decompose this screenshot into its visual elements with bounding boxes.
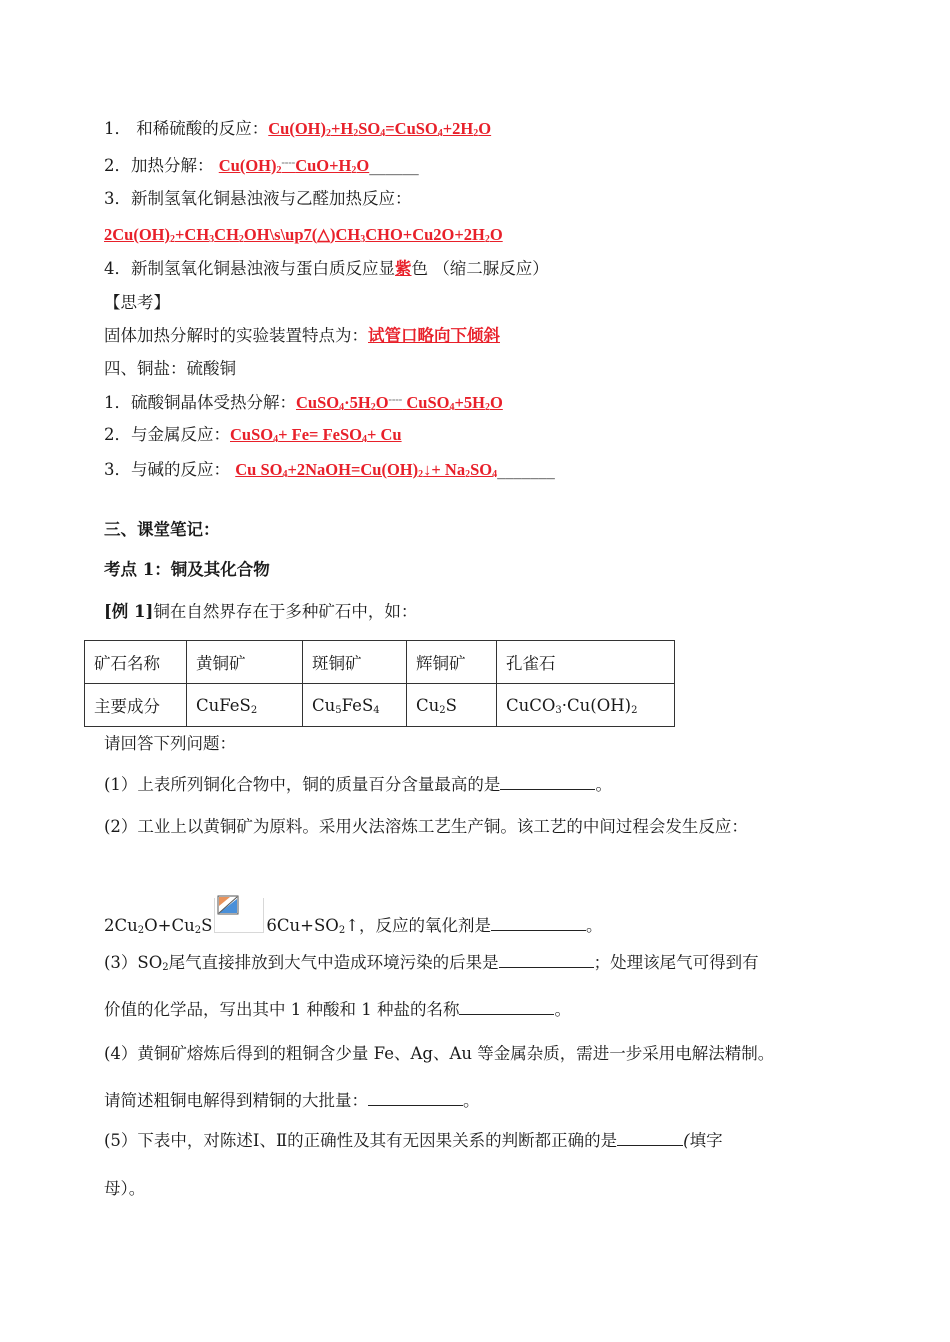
broken-image-icon bbox=[214, 898, 264, 933]
ore-table bbox=[84, 640, 675, 727]
answer-blank: _______ bbox=[497, 460, 555, 479]
answer-blank bbox=[491, 916, 586, 931]
heat-condition-mark: ==== bbox=[388, 398, 403, 404]
reaction-line-4 bbox=[104, 258, 549, 280]
reaction-line-3 bbox=[104, 188, 412, 210]
equation-answer: CuSO$_4$+ Fe= FeSO$_4$+ Cu bbox=[230, 425, 402, 445]
table-header-cell: 孔雀石 bbox=[497, 641, 675, 684]
table-header-cell: 辉铜矿 bbox=[407, 641, 497, 684]
answer-blank bbox=[500, 775, 595, 790]
question-1: (1）上表所列铜化合物中，铜的质量百分含量最高的是 。 bbox=[104, 775, 612, 794]
item-text: 和稀硫酸的反应： bbox=[131, 119, 269, 138]
salt-line-3 bbox=[104, 459, 555, 481]
table-row bbox=[85, 641, 675, 684]
table-row bbox=[85, 684, 675, 727]
question-4-line-2: 请简述粗铜电解得到精铜的大批量： 。 bbox=[104, 1091, 480, 1110]
table-header-cell: 斑铜矿 bbox=[303, 641, 407, 684]
example-intro bbox=[104, 601, 417, 623]
instruction-text: 请回答下列问题： bbox=[104, 734, 236, 753]
reaction-line-3-equation bbox=[104, 224, 503, 246]
item-number: 2． bbox=[104, 156, 131, 175]
table-cell-formula: $Cu_2S$ bbox=[407, 684, 497, 727]
answer-blank bbox=[459, 1000, 554, 1015]
equation-answer: $Cu(OH)_2^{====}CuO+H_2O$ bbox=[218, 156, 370, 176]
example-text: 铜在自然界存在于多种矿石中，如： bbox=[153, 602, 418, 621]
question-2: (2）工业上以黄铜矿为原料。采用火法溶炼工艺生产铜。该工艺的中间过程会发生反应： bbox=[104, 817, 748, 836]
item-number: 4． bbox=[104, 259, 131, 278]
table-cell-formula: CuFeS$_2$ bbox=[187, 684, 303, 727]
question-3-line-2: 价值的化学品，写出其中 1 种酸和 1 种盐的名称 。 bbox=[104, 1000, 571, 1019]
think-heading: 【思考】 bbox=[104, 293, 170, 312]
salt-line-1 bbox=[104, 390, 503, 414]
item-text: 与金属反应： bbox=[131, 425, 230, 444]
equation-answer: $Cu(OH)_2+H_2SO_4=CuSO_4+2H_2O$ bbox=[268, 119, 492, 139]
color-answer: 紫 bbox=[395, 259, 412, 278]
table-cell-formula: $CuCO_3\cdot Cu(OH)_2$ bbox=[497, 684, 675, 727]
item-text: 硫酸铜晶体受热分解： bbox=[131, 393, 296, 412]
item-text: 加热分解： bbox=[131, 156, 214, 175]
answer-blank bbox=[617, 1131, 683, 1146]
equation-answer: $2Cu(OH)_2+CH_3CH_2OH\backslash s\backslash up7(\triangle)CH_3CHO+Cu2O+2H_2O$ bbox=[104, 225, 503, 245]
question-4: (4）黄铜矿熔炼后得到的粗铜含少量 Fe、Ag、Au 等金属杂质，需进一步采用电解法精制。 bbox=[104, 1044, 775, 1063]
item-number: 1． bbox=[104, 119, 131, 138]
item-number: 2． bbox=[104, 425, 131, 444]
equation-answer: Cu $SO_4+2NaOH=Cu(OH)_2↓+ Na_2SO_4$ bbox=[235, 460, 498, 480]
question-5-line-2: 母）。 bbox=[104, 1179, 146, 1198]
table-header-cell: 黄铜矿 bbox=[187, 641, 303, 684]
item-text: 与碱的反应： bbox=[131, 460, 230, 479]
item-text: 固体加热分解时的实验装置特点为： bbox=[104, 326, 368, 345]
table-header-cell: 矿石名称 bbox=[85, 641, 187, 684]
item-text: 新制氢氧化铜悬浊液与乙醛加热反应： bbox=[131, 189, 412, 208]
answer-blank bbox=[499, 953, 594, 968]
section-copper-salt: 四、铜盐：硫酸铜 bbox=[104, 359, 236, 378]
salt-line-2 bbox=[104, 424, 402, 446]
table-row-label: 主要成分 bbox=[85, 684, 187, 727]
item-number: 1． bbox=[104, 393, 131, 412]
think-line bbox=[104, 325, 500, 347]
table-cell-formula: $Cu_5FeS_4$ bbox=[303, 684, 407, 727]
reaction-line-1 bbox=[104, 118, 491, 140]
example-tag: [例 1] bbox=[104, 602, 154, 621]
apparatus-answer: 试管口略向下倾斜 bbox=[368, 326, 500, 345]
answer-blank: ______ bbox=[369, 156, 419, 175]
item-number: 3． bbox=[104, 460, 131, 479]
key-point-heading: 考点 1：铜及其化合物 bbox=[104, 560, 270, 579]
answer-blank bbox=[368, 1091, 463, 1106]
reaction-line-2 bbox=[104, 153, 419, 177]
question-2-equation: $2Cu_2O+Cu_2S$ $6Cu+SO_2↑$，反应的氧化剂是 。 bbox=[104, 898, 603, 937]
item-text-tail: 色 （缩二脲反应） bbox=[411, 259, 549, 278]
section-class-notes: 三、课堂笔记： bbox=[104, 520, 220, 539]
question-3: $(3)SO_2$尾气直接排放到大气中造成环境污染的后果是 ；处理该尾气可得到有 bbox=[104, 953, 759, 973]
item-number: 3． bbox=[104, 189, 131, 208]
heat-condition-mark: ==== bbox=[281, 161, 296, 167]
equation-answer: $CuSO_4\cdot 5H_2O^{====}$ $CuSO_4+5H_2O$ bbox=[296, 393, 503, 413]
item-text: 新制氢氧化铜悬浊液与蛋白质反应显 bbox=[131, 259, 395, 278]
question-5: (5）下表中，对陈述Ⅰ、Ⅱ的正确性及其有无因果关系的判断都正确的是 (填字 bbox=[104, 1131, 723, 1150]
